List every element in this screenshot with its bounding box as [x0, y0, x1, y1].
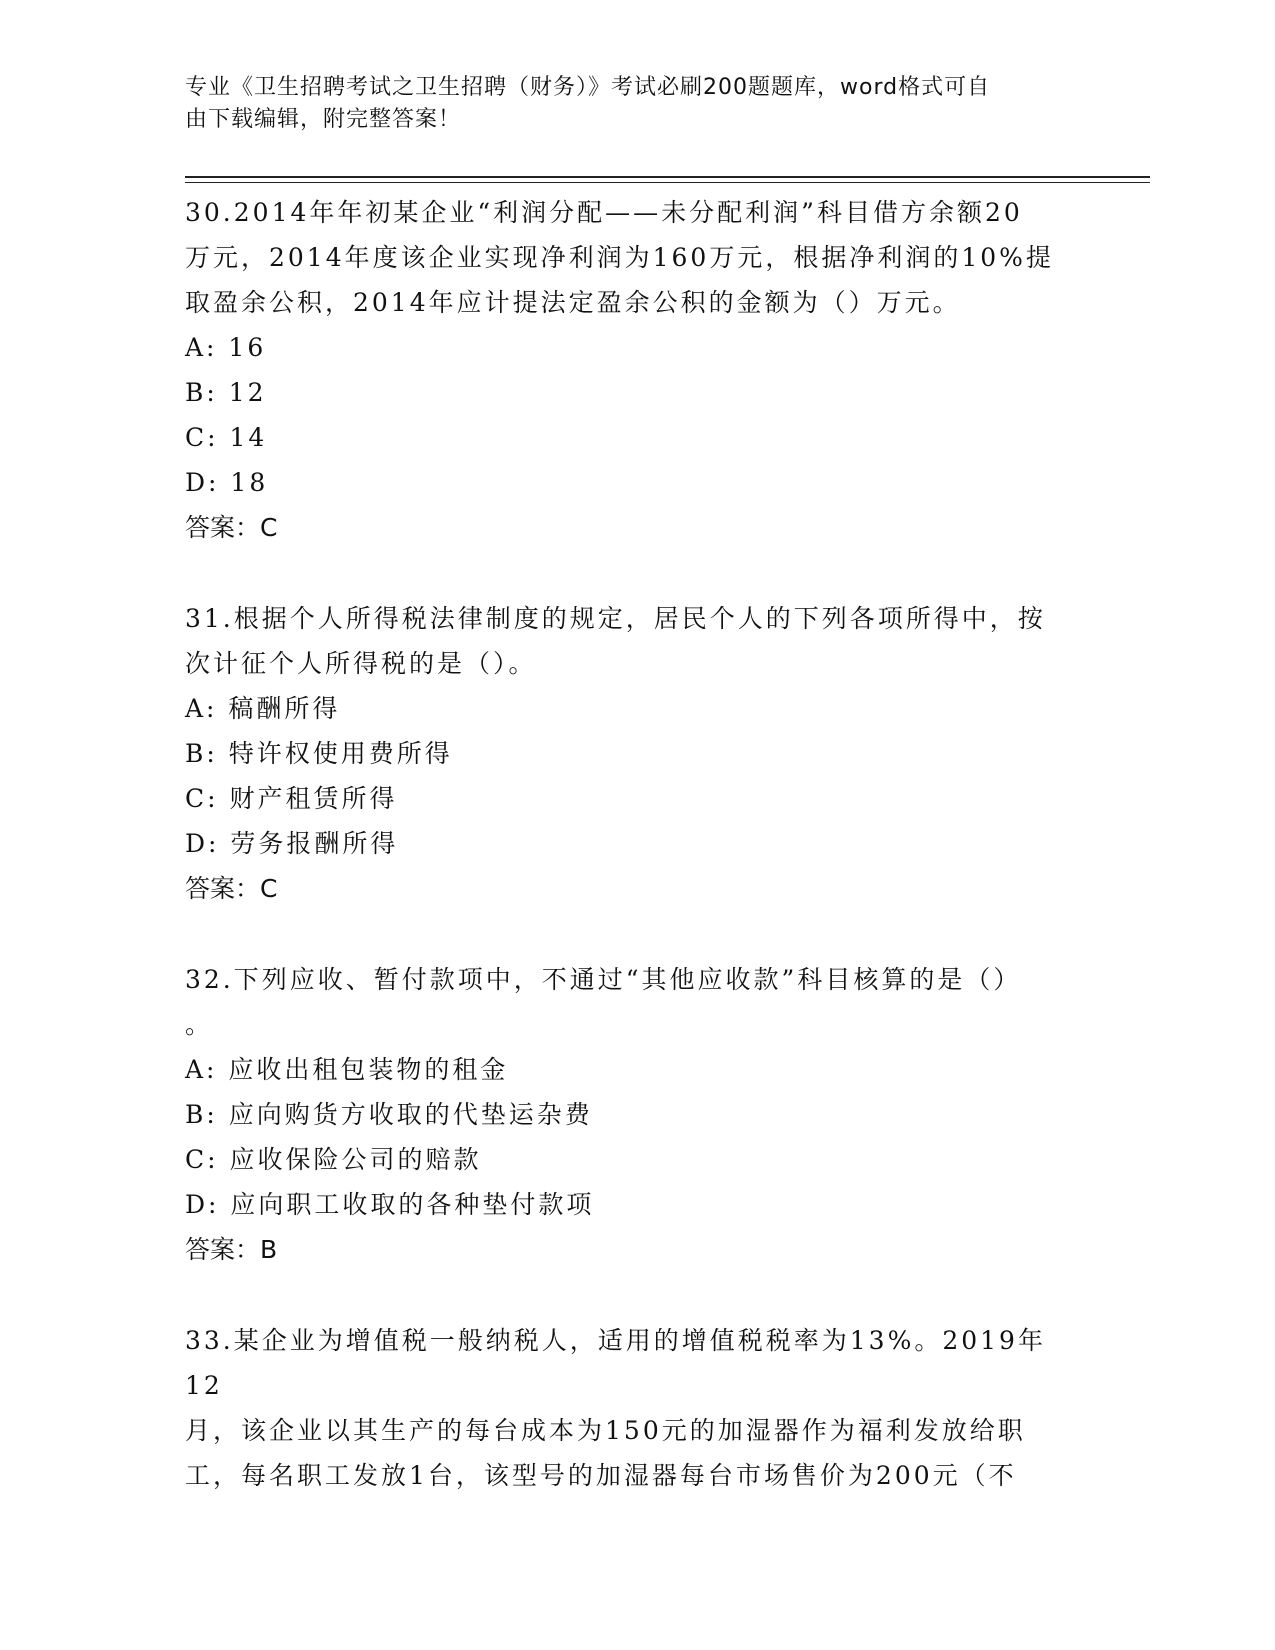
- question-stem-line: 30.2014年年初某企业“利润分配——未分配利润”科目借方余额20: [185, 198, 1023, 227]
- question-stem-line: 32.下列应收、暂付款项中，不通过“其他应收款”科目核算的是（）: [185, 965, 1022, 994]
- option-d: D: 劳务报酬所得: [185, 829, 399, 858]
- question-stem-line: 取盈余公积，2014年应计提法定盈余公积的金额为（）万元。: [185, 288, 961, 317]
- option-c: C: 应收保险公司的赔款: [185, 1145, 482, 1174]
- header-divider-thin: [185, 182, 1150, 183]
- question-32: [185, 957, 1075, 1272]
- option-d: D: 应向职工收取的各种垫付款项: [185, 1190, 595, 1219]
- question-stem-line: 万元，2014年度该企业实现净利润为160万元，根据净利润的10%提: [185, 243, 1054, 272]
- option-b: B: 12: [185, 378, 267, 407]
- question-stem-line: 。: [185, 1010, 214, 1039]
- option-a: A: 稿酬所得: [185, 694, 341, 723]
- option-c: C: 财产租赁所得: [185, 784, 398, 813]
- question-30: [185, 190, 1075, 550]
- question-stem-line: 次计征个人所得税的是（）。: [185, 649, 537, 678]
- header-line-2: 由下载编辑，附完整答案！: [185, 107, 462, 132]
- question-stem-line: 31.根据个人所得税法律制度的规定，居民个人的下列各项所得中，按: [185, 604, 1046, 633]
- question-stem-line: 月，该企业以其生产的每台成本为150元的加湿器作为福利发放给职: [185, 1416, 1026, 1445]
- option-b: B: 应向购货方收取的代垫运杂费: [185, 1100, 593, 1129]
- question-33: [185, 1318, 1075, 1498]
- question-spacer: [185, 1272, 1075, 1318]
- question-stem-line: 工，每名职工发放1台，该型号的加湿器每台市场售价为200元（不: [185, 1461, 1017, 1490]
- answer-line: 答案：B: [185, 1235, 278, 1264]
- header-line-1: 专业《卫生招聘考试之卫生招聘（财务）》考试必刷200题题库，word格式可自: [185, 75, 991, 100]
- option-d: D: 18: [185, 468, 269, 497]
- question-31: [185, 596, 1075, 911]
- option-a: A: 16: [185, 333, 267, 362]
- answer-line: 答案：C: [185, 513, 278, 542]
- document-header: [185, 72, 1065, 136]
- question-spacer: [185, 550, 1075, 596]
- option-c: C: 14: [185, 423, 268, 452]
- option-a: A: 应收出租包装物的租金: [185, 1055, 509, 1084]
- question-spacer: [185, 911, 1075, 957]
- header-divider-thick: [185, 176, 1150, 178]
- question-list: [185, 190, 1075, 1498]
- answer-line: 答案：C: [185, 874, 278, 903]
- option-b: B: 特许权使用费所得: [185, 739, 453, 768]
- question-stem-line: 33.某企业为增值税一般纳税人，适用的增值税税率为13%。2019年12: [185, 1326, 1046, 1400]
